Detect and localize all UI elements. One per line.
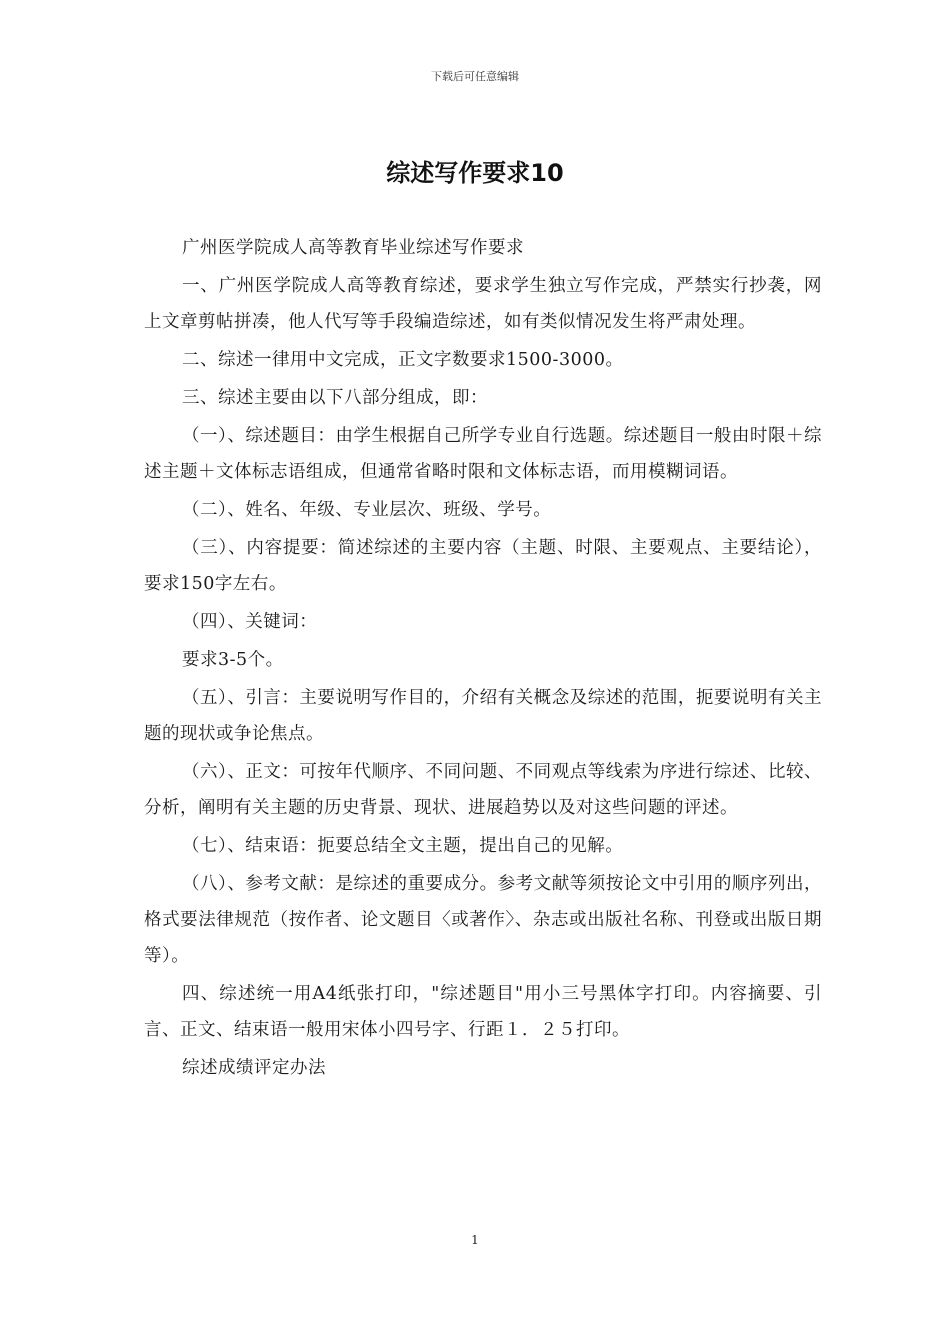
paragraph: （三）、内容提要：简述综述的主要内容（主题、时限、主要观点、主要结论），要求150字左右。: [144, 538, 822, 594]
paragraph: 二、综述一律用中文完成，正文字数要求1500-3000。: [182, 350, 624, 370]
document-title: 综述写作要求10: [386, 159, 564, 187]
paragraph: （四）、关键词：: [182, 612, 318, 632]
paragraph: （七）、结束语：扼要总结全文主题，提出自己的见解。: [182, 836, 624, 856]
document-body: [144, 230, 822, 1088]
paragraph: （六）、正文：可按年代顺序、不同问题、不同观点等线索为序进行综述、比较、分析，阐明有关主题的历史背景、现状、进展趋势以及对这些问题的评述。: [144, 762, 822, 818]
paragraph: 一、广州医学院成人高等教育综述，要求学生独立写作完成，严禁实行抄袭，网上文章剪帖拼凑，他人代写等手段编造综述，如有类似情况发生将严肃处理。: [144, 276, 822, 332]
paragraph: （五）、引言：主要说明写作目的，介绍有关概念及综述的范围，扼要说明有关主题的现状或争论焦点。: [144, 688, 822, 744]
paragraph: （八）、参考文献：是综述的重要成分。参考文献等须按论文中引用的顺序列出，格式要法律规范（按作者、论文题目〈或著作〉、杂志或出版社名称、刊登或出版日期等）。: [144, 874, 822, 966]
header-note: 下载后可任意编辑: [431, 70, 519, 83]
paragraph: （二）、姓名、年级、专业层次、班级、学号。: [182, 500, 552, 520]
paragraph: （一）、综述题目：由学生根据自己所学专业自行选题。综述题目一般由时限＋综述主题＋文体标志语组成，但通常省略时限和文体标志语，而用模糊词语。: [144, 426, 822, 482]
paragraph: 广州医学院成人高等教育毕业综述写作要求: [182, 238, 524, 258]
paragraph: 三、综述主要由以下八部分组成，即：: [182, 388, 488, 408]
paragraph: 综述成绩评定办法: [182, 1058, 326, 1078]
paragraph: 要求3-5个。: [182, 650, 284, 670]
paragraph: 四、综述统一用A4纸张打印，"综述题目"用小三号黑体字打印。内容摘要、引言、正文、结束语一般用宋体小四号字、行距１．２５打印。: [144, 984, 822, 1040]
page-number: 1: [471, 1233, 479, 1247]
